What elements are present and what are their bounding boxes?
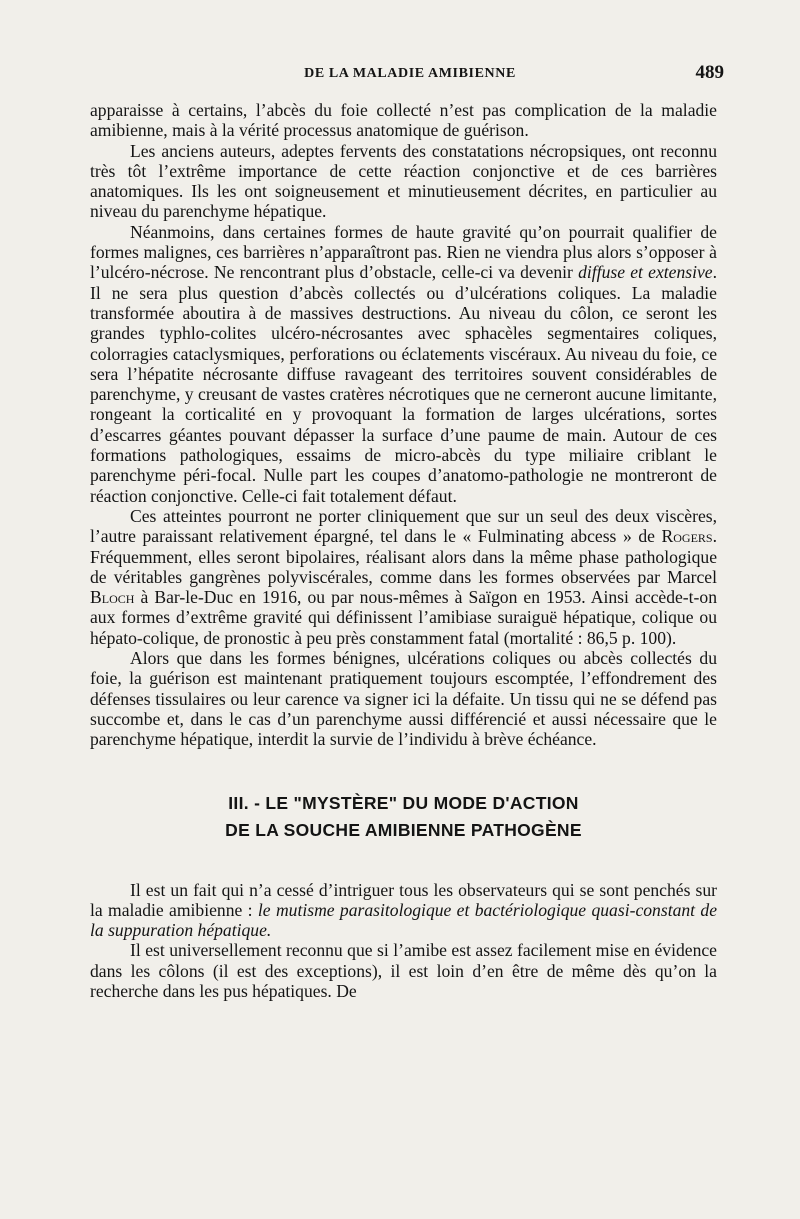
paragraph-7: Il est universellement reconnu que si l’amibe est assez facilement mise en évidence dans les côlons (il est des exceptions), il est loin d’en être de même dès qu’on la recherche dans les pus hépatiques. De (90, 940, 717, 1001)
paragraph-4 (90, 506, 717, 648)
paragraph-6-text-a: Il est un fait qui n’a cessé d’intriguer tous les observateurs qui se sont penchés sur la maladie amibienne : (90, 879, 717, 920)
paragraph-3 (90, 222, 717, 506)
paragraph-4-text-a: Ces atteintes pourront ne porter cliniquement que sur un seul des deux viscères, l’autre paraissant relativement épargné, tel dans le « Fulminating abcess » de (90, 505, 717, 547)
paragraph-5: Alors que dans les formes bénignes, ulcérations coliques ou abcès collectés du foie, la guérison est maintenant pratiquement toujours escomptée, l’effondrement des défenses tissulaires ou leur carence va signer ici la défaite. Un tissu qui ne se défend pas succombe et, dans le cas d’un parenchyme aussi différencié et aussi nécessaire que le parenchyme hépatique, interdit la survie de l’individu à brève échéance. (90, 648, 717, 750)
section-heading (90, 790, 717, 844)
running-title: DE LA MALADIE AMIBIENNE (304, 66, 516, 81)
page-number: 489 (695, 62, 724, 83)
author-name-rogers: Rogers (661, 526, 713, 547)
paragraph-2: Les anciens auteurs, adeptes fervents des constatations nécropsiques, ont reconnu très tôt l’extrême importance de cette réaction conjonctive et de ces barrières anatomiques. Ils les ont soigneusement et minutieusement décrites, en particulier au niveau du parenchyme hépatique. (90, 140, 717, 222)
section-heading-line-2: DE LA SOUCHE AMIBIENNE PATHOGÈNE (225, 819, 582, 840)
paragraph-3-text-b: . Il ne sera plus question d’abcès collectés ou d’ulcérations coliques. La maladie transformée aboutira à de massives destructions. Au niveau du côlon, ce seront les grandes typhlo-colites ulcéro-nécrosantes avec sphacèles segmentaires coliques, colorragies cataclysmiques, perforations ou éclatements viscéraux. Au niveau du foie, ce sera l’hépatite nécrosante diffuse ravageant des territoires souvent considérables de parenchyme, y creusant de vastes cratères nécrotiques que ne cerneront aucune limitante, rongeant la corticalité en y provoquant la formation de larges ulcérations, sortes d’escarres géantes pouvant dépasser la surface d’une paume de main. Autour de ces formations pathologiques, essaims de micro-abcès du type miliaire criblant le parenchyme péri-focal. Nulle part les coupes d’anatomo-pathologie ne montreront de réaction conjonctive. Celle-ci fait totalement défaut. (90, 262, 718, 506)
paragraph-1: apparaisse à certains, l’abcès du foie collecté n’est pas complication de la maladie amibienne, mais à la vérité processus anatomique de guérison. (90, 100, 717, 141)
paragraph-4-text-c: à Bar-le-Duc en 1916, ou par nous-mêmes à Saïgon en 1953. Ainsi accède-t-on aux formes d’extrême gravité qui définissent l’amibiase suraiguë hépatique, colique ou hépato-colique, de pronostic à peu près constamment fatal (mortalité : 86,5 p. 100). (90, 587, 717, 648)
body-text (90, 100, 717, 1001)
paragraph-3-emphasis: diffuse et extensive (578, 262, 713, 283)
paragraph-6-emphasis: le mutisme parasitologique et bactériologique quasi-constant de la suppuration hépatique. (90, 899, 717, 941)
section-heading-line-1: III. - LE "MYSTÈRE" DU MODE D'ACTION (228, 792, 579, 813)
running-header (90, 62, 730, 88)
paragraph-4-text-b: . Fréquemment, elles seront bipolaires, réalisant alors dans la même phase pathologique de véritables gangrènes polyviscérales, comme dans les formes observées par Marcel (90, 526, 717, 587)
author-name-bloch: Bloch (90, 587, 135, 608)
paragraph-6 (90, 880, 717, 941)
paragraph-3-text-a: Néanmoins, dans certaines formes de haute gravité qu’on pourrait qualifier de formes malignes, ces barrières n’apparaîtront pas. Rien ne viendra plus alors s’opposer à l’ulcéro-nécrose. Ne rencontrant plus d’obstacle, celle-ci va devenir (90, 221, 717, 283)
